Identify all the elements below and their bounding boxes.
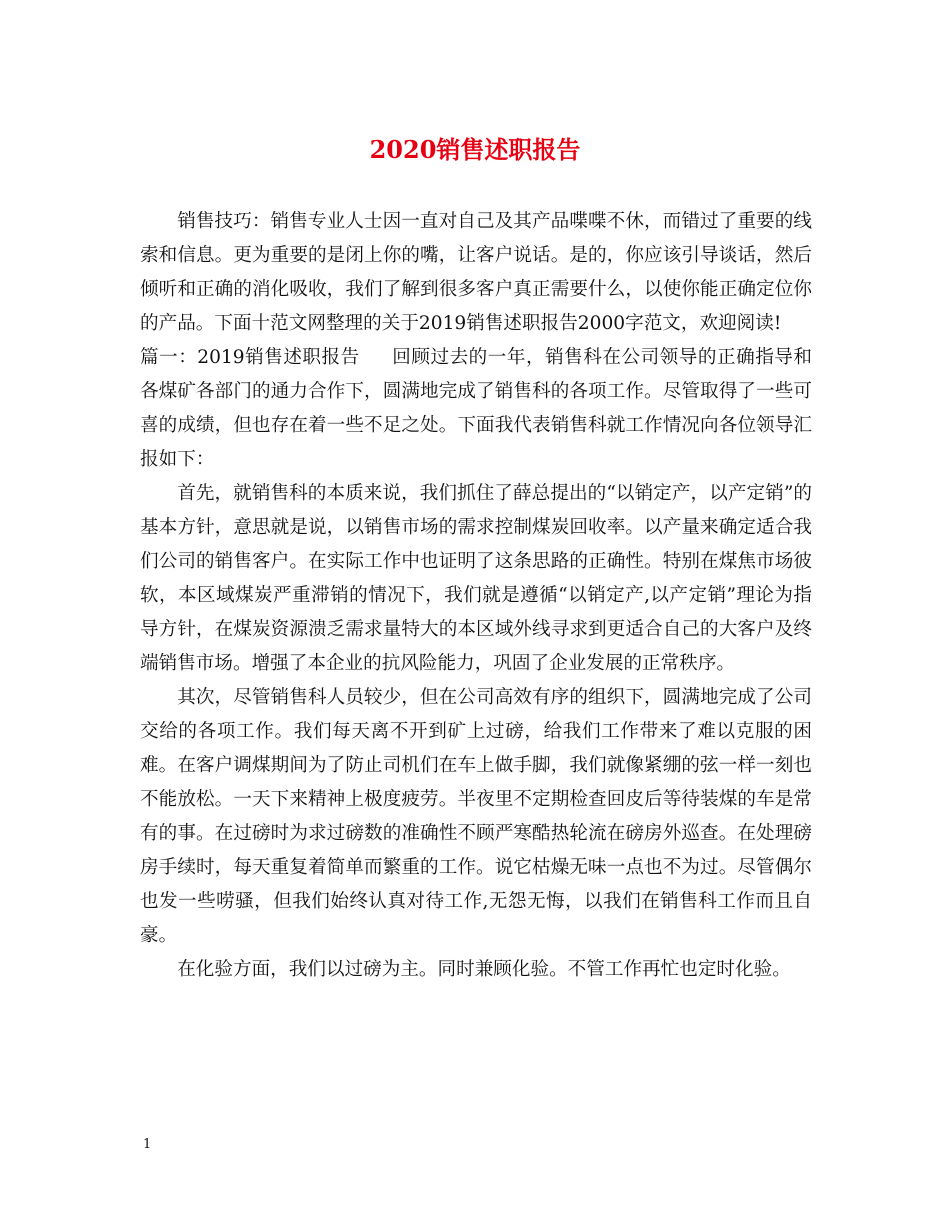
page-number: 1 [143,1137,152,1152]
third-paragraph: 在化验方面，我们以过磅为主。同时兼顾化验。不管工作再忙也定时化验。 [177,959,791,980]
second-paragraph: 其次，尽管销售科人员较少，但在公司高效有序的组织下，圆满地完成了公司交给的各项工作。我们每天离不开到矿上过磅，给我们工作带来了难以克服的困难。在客户调煤期间为了防止司机们在车上做手脚，我们就像紧绷的弦一样一刻也不能放松。一天下来精神上极度疲劳。半夜里不定期检查回皮后等待装煤的车是常有的事。在过磅时为求过磅数的准确性不顾严寒酷热轮流在磅房外巡查。在处理磅房手续时，每天重复着简单而繁重的工作。说它枯燥无味一点也不为过。尽管偶尔也发一些唠骚，但我们始终认真对待工作,无怨无悔，以我们在销售科工作而且自豪。 [140,687,812,946]
chapter-label: 篇一：2019销售述职报告 [140,347,360,368]
page-title: 2020销售述职报告 [369,135,581,164]
chapter-text: 回顾过去的一年，销售科在公司领导的正确指导和各煤矿各部门的通力合作下，圆满地完成了销售科的各项工作。尽管取得了一些可喜的成绩，但也存在着一些不足之处。下面我代表销售科就工作情况向各位领导汇报如下： [140,347,812,470]
chapter-paragraph [140,341,812,477]
first-paragraph: 首先，就销售科的本质来说，我们抓住了薛总提出的“以销定产，以产定销”的基本方针，意思就是说，以销售市场的需求控制煤炭回收率。以产量来确定适合我们公司的销售客户。在实际工作中也证明了这条思路的正确性。特别在煤焦市场彼软，本区域煤炭严重滞销的情况下，我们就是遵循“以销定产,以产定销”理论为指导方针，在煤炭资源溃乏需求量特大的本区域外线寻求到更适合自己的大客户及终端销售市场。增强了本企业的抗风险能力，巩固了企业发展的正常秩序。 [140,483,812,674]
intro-paragraph: 销售技巧：销售专业人士因一直对自己及其产品喋喋不休，而错过了重要的线索和信息。更为重要的是闭上你的嘴，让客户说话。是的，你应该引导谈话，然后倾听和正确的消化吸收，我们了解到很多客户真正需要什么，以使你能正确定位你的产品。下面十范文网整理的关于2019销售述职报告2000字范文，欢迎阅读! [140,211,812,334]
document-body [140,205,812,987]
